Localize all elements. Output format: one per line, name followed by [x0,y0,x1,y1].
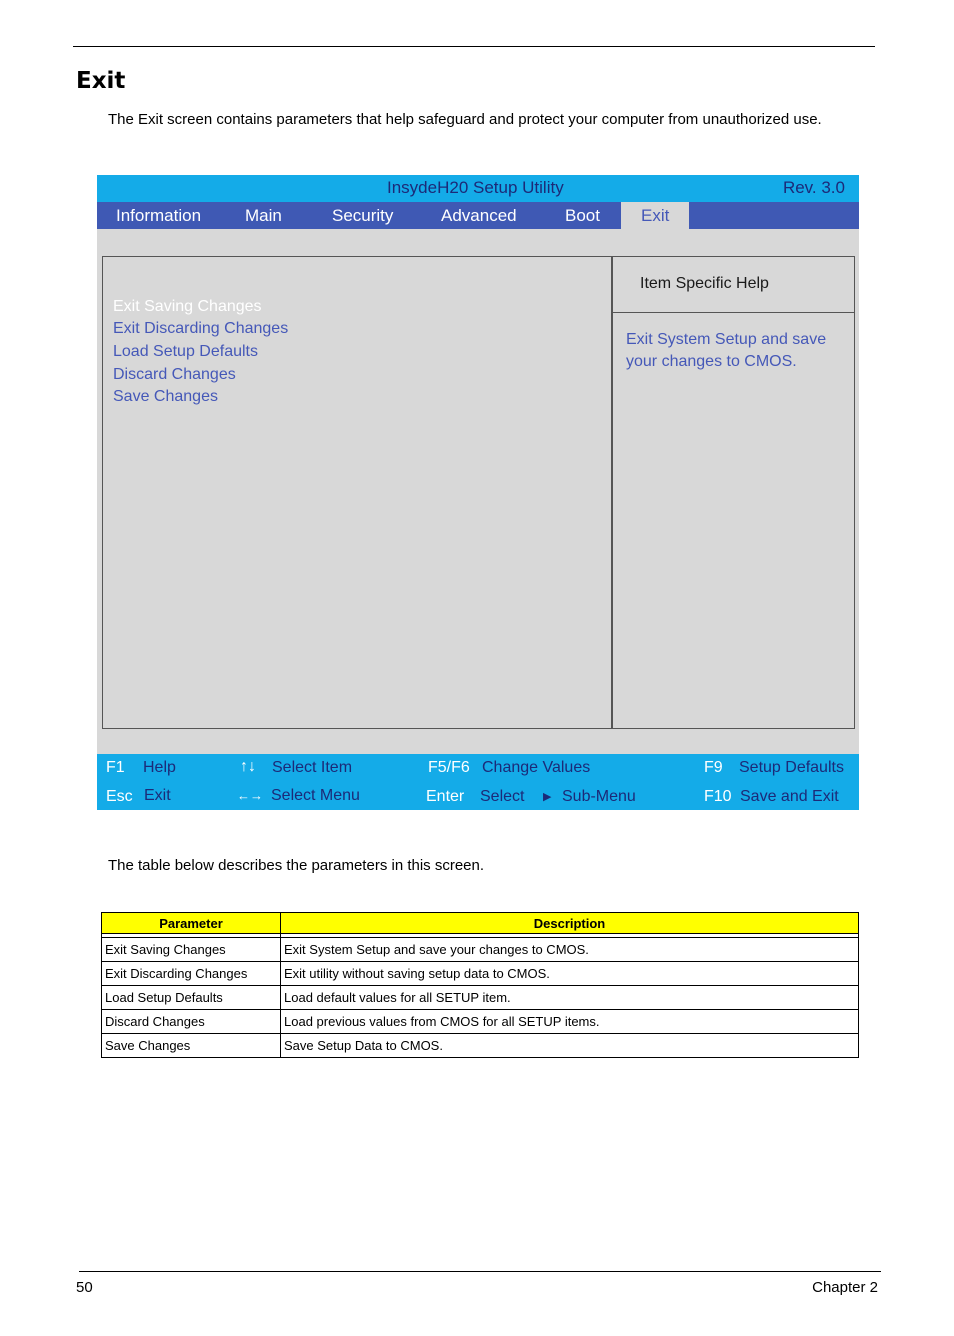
header-parameter: Parameter [102,913,281,934]
help-title: Item Specific Help [640,275,769,292]
chapter-label: Chapter 2 [812,1279,878,1296]
menu-tab-exit[interactable]: Exit [621,202,689,229]
change-values-desc: Change Values [482,759,591,776]
table-row [102,1010,859,1034]
param-cell: Load Setup Defaults [102,986,281,1010]
parameters-table [101,912,859,1058]
bios-title: InsydeH20 Setup Utility [387,178,564,197]
submenu-arrow-icon: ▶ [543,791,552,803]
up-down-arrows-icon: ↑↓ [240,758,256,775]
desc-cell: Exit utility without saving setup data to CMOS. [281,962,859,986]
bios-footer [97,754,859,810]
option-load-setup-defaults[interactable]: Load Setup Defaults [113,343,258,360]
table-header-row [102,913,859,934]
help-text: Exit System Setup and save your changes to CMOS. [626,331,827,370]
help-panel [611,256,855,729]
top-rule [73,46,875,47]
menu-tab-advanced[interactable]: Advanced [441,206,517,225]
desc-cell: Save Setup Data to CMOS. [281,1034,859,1058]
menu-tab-information[interactable]: Information [116,206,202,225]
f5f6-key: F5/F6 [428,759,470,776]
param-cell: Discard Changes [102,1010,281,1034]
table-row [102,1034,859,1058]
select-item-desc: Select Item [272,759,353,776]
bios-menu-bar [97,202,859,229]
table-row [102,986,859,1010]
page-number: 50 [76,1279,93,1296]
page-heading: Exit [76,68,126,94]
enter-key: Enter [426,788,465,805]
options-panel [102,256,613,729]
bios-screen [97,175,859,810]
option-save-changes[interactable]: Save Changes [113,388,218,405]
table-intro: The table below describes the parameters in this screen. [108,857,485,874]
esc-desc: Exit [144,787,171,804]
desc-cell: Load default values for all SETUP item. [281,986,859,1010]
setup-defaults-desc: Setup Defaults [739,759,844,776]
left-right-arrows-icon: ←→ [237,788,263,803]
bottom-rule [79,1271,881,1272]
f1-key: F1 [106,759,125,776]
desc-cell: Load previous values from CMOS for all SETUP items. [281,1010,859,1034]
menu-tab-boot[interactable]: Boot [565,206,600,225]
help-header [612,257,854,313]
desc-cell: Exit System Setup and save your changes to CMOS. [281,938,859,962]
bios-revision: Rev. 3.0 [782,178,845,197]
table-row [102,962,859,986]
bios-title-bar [97,175,859,202]
param-cell: Exit Discarding Changes [102,962,281,986]
option-exit-saving-changes[interactable]: Exit Saving Changes [113,298,262,315]
param-cell: Exit Saving Changes [102,938,281,962]
f1-desc: Help [143,759,176,776]
esc-key: Esc [106,788,133,805]
select-menu-desc: Select Menu [271,787,360,804]
table-row [102,938,859,962]
save-exit-desc: Save and Exit [740,788,839,805]
enter-desc: Select [480,788,525,805]
option-exit-discarding-changes[interactable]: Exit Discarding Changes [113,320,289,337]
intro-paragraph: The Exit screen contains parameters that help safeguard and protect your computer from unauthorized use. [108,111,822,128]
f10-key: F10 [704,788,732,805]
menu-tab-security[interactable]: Security [332,206,394,225]
param-cell: Save Changes [102,1034,281,1058]
submenu-desc: Sub-Menu [562,788,636,805]
f9-key: F9 [704,759,723,776]
menu-tab-main[interactable]: Main [245,206,282,225]
option-discard-changes[interactable]: Discard Changes [113,366,236,383]
header-description: Description [281,913,859,934]
